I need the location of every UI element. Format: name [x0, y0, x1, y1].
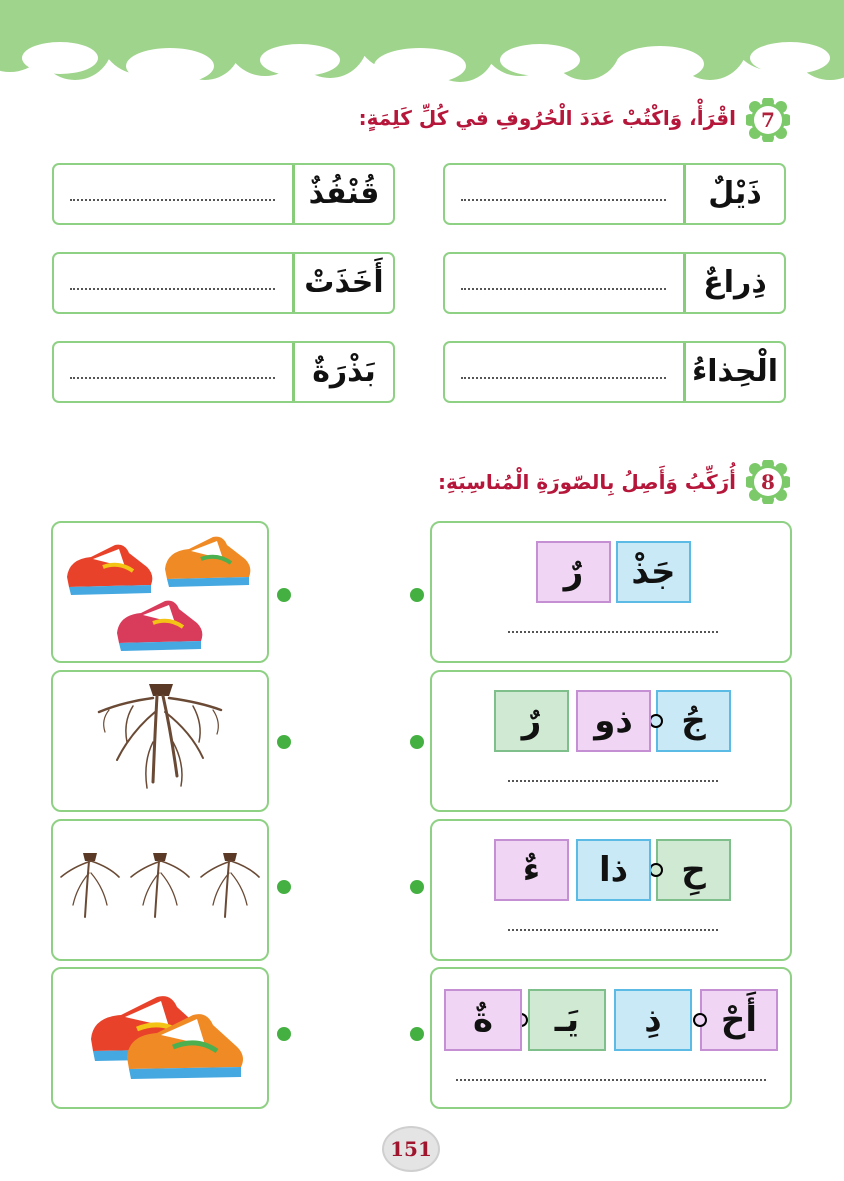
word-box — [443, 252, 786, 314]
word-divider — [292, 165, 295, 223]
word-divider — [683, 254, 686, 312]
match-dot[interactable] — [277, 735, 291, 749]
sneakers-icon — [53, 969, 267, 1107]
match-dot[interactable] — [410, 588, 424, 602]
sneakers-icon — [53, 523, 267, 661]
word-label: ذِراعٌ — [703, 265, 767, 300]
exercise-8-badge — [746, 460, 790, 504]
word-label: أَخَذَتْ — [304, 265, 384, 300]
exercise-7-instruction: اقْرَأْ، وَاكْتُبْ عَدَدَ الْحُرُوفِ في كُلِّ كَلِمَةٍ: — [358, 106, 736, 130]
letter-count-answer-line[interactable] — [70, 288, 275, 290]
word-divider — [683, 165, 686, 223]
letter-count-answer-line[interactable] — [70, 377, 275, 379]
page-number: 151 — [382, 1126, 440, 1172]
word-divider — [292, 343, 295, 401]
root-icon — [53, 821, 267, 959]
word-box — [52, 252, 395, 314]
word-answer-line[interactable] — [508, 929, 718, 931]
letter-count-answer-line[interactable] — [461, 288, 666, 290]
puzzle-connector — [649, 714, 663, 728]
match-dot[interactable] — [277, 588, 291, 602]
puzzle-piece[interactable]: ءٌ — [494, 839, 569, 901]
puzzle-piece[interactable]: يَـ — [528, 989, 606, 1051]
match-dot[interactable] — [277, 1027, 291, 1041]
word-answer-line[interactable] — [456, 1079, 766, 1081]
word-box — [52, 341, 395, 403]
picture-card — [51, 521, 269, 663]
match-dot[interactable] — [410, 880, 424, 894]
word-box — [443, 163, 786, 225]
cloud-border-icon — [0, 0, 844, 90]
puzzle-piece[interactable]: ذِ — [614, 989, 692, 1051]
word-label: بَذْرَةٌ — [312, 354, 376, 389]
puzzle-piece[interactable]: حِ — [656, 839, 731, 901]
word-answer-line[interactable] — [508, 631, 718, 633]
puzzle-connector — [693, 1013, 707, 1027]
exercise-8-number: 8 — [761, 470, 775, 494]
root-icon — [53, 672, 267, 810]
puzzle-piece[interactable]: ذا — [576, 839, 651, 901]
word-label: ذَيْلٌ — [708, 176, 762, 211]
puzzle-piece[interactable]: جَذْ — [616, 541, 691, 603]
picture-card — [51, 819, 269, 961]
picture-card — [51, 967, 269, 1109]
word-label: الْحِذاءُ — [691, 354, 779, 389]
word-box — [443, 341, 786, 403]
match-dot[interactable] — [410, 1027, 424, 1041]
word-puzzle-card — [430, 521, 792, 663]
word-puzzle-card — [430, 819, 792, 961]
word-puzzle-card — [430, 670, 792, 812]
exercise-8-instruction: أُرَكِّبُ وَأَصِلُ بِالصّورَةِ الْمُناسِبَةِ: — [437, 470, 736, 494]
word-box — [52, 163, 395, 225]
picture-card — [51, 670, 269, 812]
word-label: قُنْفُذٌ — [308, 176, 380, 211]
puzzle-piece[interactable]: جُ — [656, 690, 731, 752]
letter-count-answer-line[interactable] — [461, 377, 666, 379]
word-answer-line[interactable] — [508, 780, 718, 782]
puzzle-piece[interactable]: أَحْ — [700, 989, 778, 1051]
puzzle-piece[interactable]: ذو — [576, 690, 651, 752]
word-divider — [292, 254, 295, 312]
puzzle-piece[interactable]: رٌ — [536, 541, 611, 603]
letter-count-answer-line[interactable] — [461, 199, 666, 201]
puzzle-connector — [649, 863, 663, 877]
puzzle-piece[interactable]: ةٌ — [444, 989, 522, 1051]
letter-count-answer-line[interactable] — [70, 199, 275, 201]
exercise-7-badge — [746, 98, 790, 142]
puzzle-piece[interactable]: رٌ — [494, 690, 569, 752]
word-divider — [683, 343, 686, 401]
exercise-7-number: 7 — [761, 108, 775, 132]
word-puzzle-card — [430, 967, 792, 1109]
match-dot[interactable] — [410, 735, 424, 749]
match-dot[interactable] — [277, 880, 291, 894]
